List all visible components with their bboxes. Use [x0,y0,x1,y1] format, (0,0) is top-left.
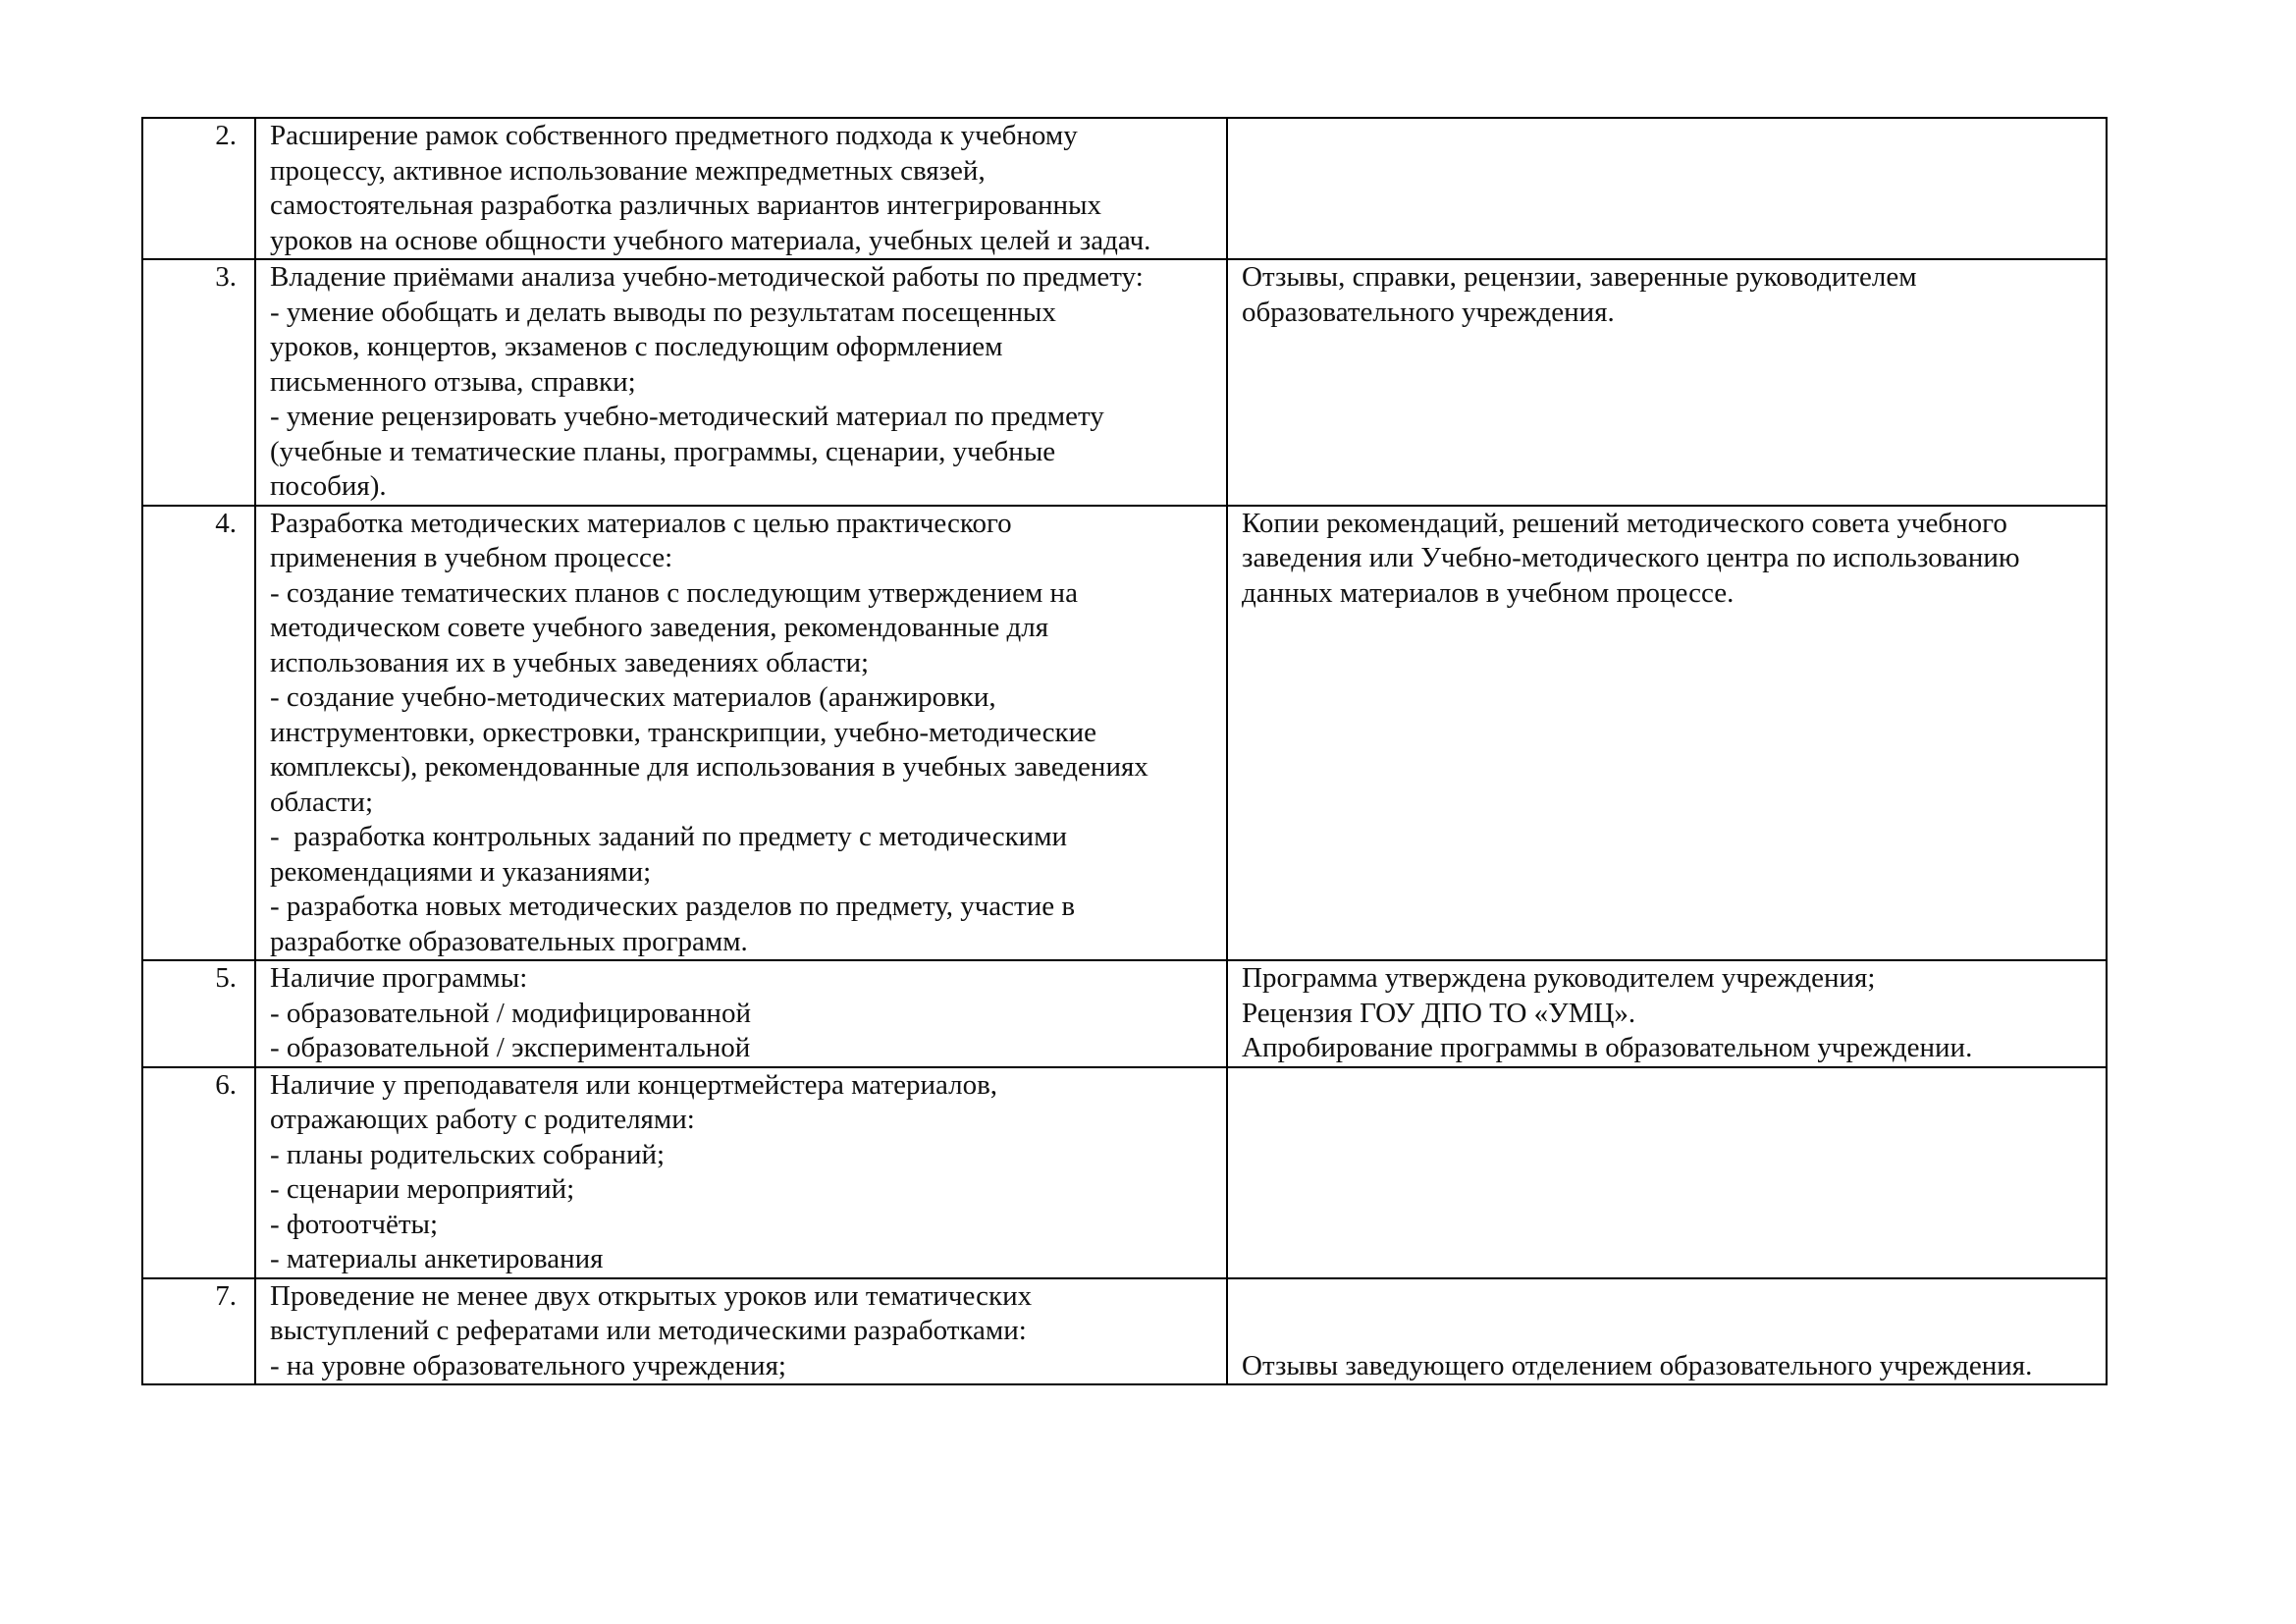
criterion-line: - планы родительских собраний; [270,1138,666,1170]
evidence-line: Копии рекомендаций, решений методического совета учебного [1242,507,2007,539]
criterion-line: - образовательной / экспериментальной [270,1032,751,1063]
table-row [142,118,2107,259]
table-row [142,960,2107,1067]
criterion-line: - создание учебно-методических материалов (аранжировки, [270,681,996,713]
criterion-line: - сценарии мероприятий; [270,1173,575,1205]
table-row [142,1067,2107,1278]
evidence-line: данных материалов в учебном процессе. [1242,576,1735,609]
row-number: 6. [142,1067,255,1278]
criterion-line: рекомендациями и указаниями; [270,855,652,888]
evidence-line: Рецензия ГОУ ДПО ТО «УМЦ». [1242,997,1636,1029]
criterion-line: уроков, концертов, экзаменов с последующим оформлением [270,331,1003,362]
criterion-line: уроков на основе общности учебного материала, учебных целей и задач. [270,224,1151,256]
criterion-line: - материалы анкетирования [270,1243,604,1274]
criterion-line: отражающих работу с родителями: [270,1104,695,1135]
criterion-line: Разработка методических материалов с целью практического [270,507,1012,539]
evidence-line: Отзывы заведующего отделением образовательного учреждения. [1242,1349,2033,1381]
criterion-line: Владение приёмами анализа учебно-методической работы по предмету: [270,261,1144,293]
table-row [142,506,2107,961]
criterion-line: области; [270,785,373,818]
criterion-line: - образовательной / модифицированной [270,997,751,1029]
evidence-spacer [1242,1279,2100,1315]
table-row [142,259,2107,506]
criterion-line: (учебные и тематические планы, программы, сценарии, учебные [270,435,1056,467]
criterion-line: выступлений с рефератами или методическими разработками: [270,1315,1027,1346]
criterion-line: Проведение не менее двух открытых уроков или тематических [270,1279,1033,1312]
criterion-line: Наличие программы: [270,962,528,994]
criterion-line: - умение рецензировать учебно-методический материал по предмету [270,401,1104,432]
row-number: 2. [142,118,255,259]
criterion-line: - фотоотчёты; [270,1208,439,1240]
criterion-line: - разработка новых методических разделов по предмету, участие в [270,891,1076,922]
evidence-cell [1227,960,2107,1067]
evidence-line: Отзывы, справки, рецензии, заверенные руководителем [1242,261,1917,293]
criterion-line: методическом совете учебного заведения, рекомендованные для [270,612,1049,643]
criterion-line: - на уровне образовательного учреждения; [270,1349,786,1381]
criterion-line: применения в учебном процессе: [270,542,673,573]
criterion-line: - создание тематических планов с последующим утверждением на [270,576,1078,609]
evidence-line: Программа утверждена руководителем учреждения; [1242,962,1876,994]
row-number: 3. [142,259,255,506]
evidence-spacer [1242,1314,2100,1349]
criterion-line: разработке образовательных программ. [270,925,748,957]
row-number: 7. [142,1278,255,1385]
evidence-line: образовательного учреждения. [1242,296,1615,328]
table-row [142,1278,2107,1385]
criterion-line: инструментовки, оркестровки, транскрипции, учебно-методические [270,716,1097,748]
criterion-line: Наличие у преподавателя или концертмейстера материалов, [270,1068,998,1101]
row-number: 5. [142,960,255,1067]
criterion-line: письменного отзыва, справки; [270,365,636,398]
evidence-cell [1227,259,2107,506]
criterion-cell [255,118,1227,259]
criteria-table-body [142,118,2107,1384]
criterion-line: пособия). [270,470,387,502]
criterion-line: Расширение рамок собственного предметного подхода к учебному [270,120,1078,151]
criterion-line: использования их в учебных заведениях области; [270,646,870,678]
criterion-line: комплексы), рекомендованные для использования в учебных заведениях [270,751,1148,783]
criterion-cell [255,506,1227,961]
row-number: 4. [142,506,255,961]
evidence-cell [1227,1278,2107,1385]
evidence-cell [1227,506,2107,961]
criterion-cell [255,1067,1227,1278]
criterion-cell [255,1278,1227,1385]
criterion-line: - умение обобщать и делать выводы по результатам посещенных [270,296,1056,328]
evidence-line: заведения или Учебно-методического центра по использованию [1242,542,2020,573]
criterion-cell [255,259,1227,506]
evidence-cell [1227,118,2107,259]
criteria-table [141,117,2108,1385]
criterion-line: - разработка контрольных заданий по предмету с методическими [270,821,1068,852]
evidence-line: Апробирование программы в образовательном учреждении. [1242,1032,1973,1063]
criterion-cell [255,960,1227,1067]
evidence-cell [1227,1067,2107,1278]
criterion-line: процессу, активное использование межпредметных связей, [270,154,986,187]
criterion-line: самостоятельная разработка различных вариантов интегрированных [270,189,1102,221]
